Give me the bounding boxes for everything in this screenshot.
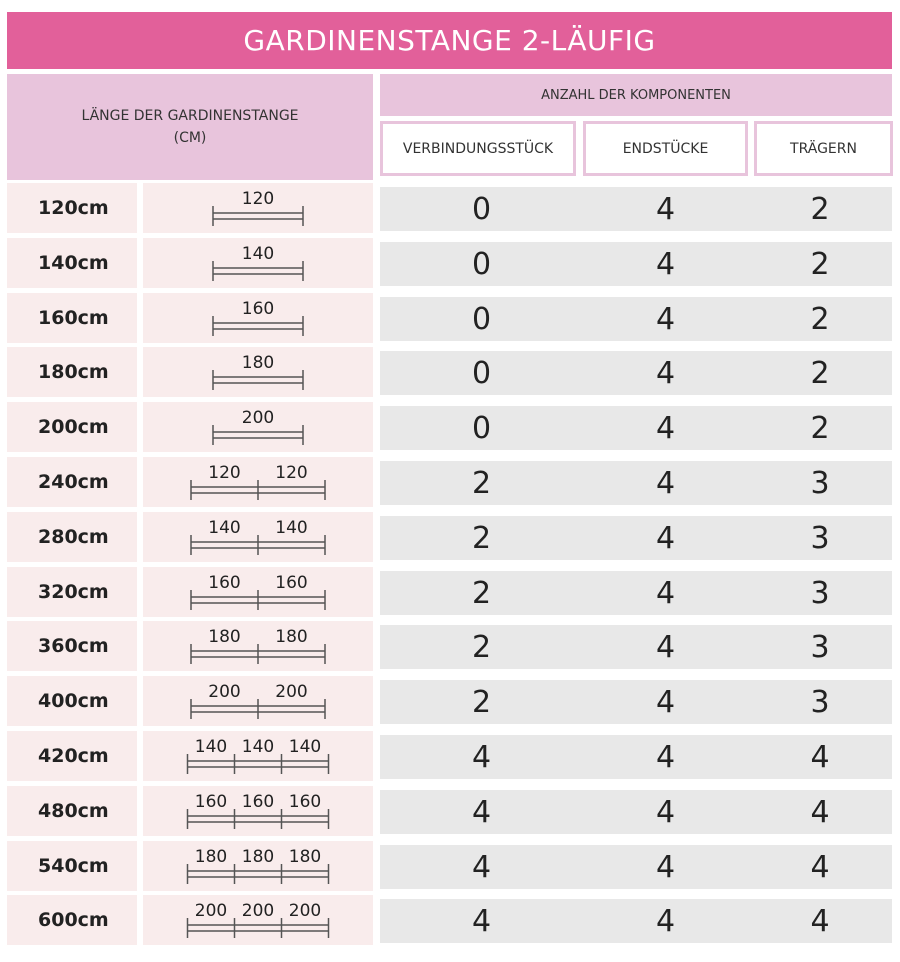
end-pieces-count: 4	[655, 355, 676, 391]
rod-diagram-cell	[143, 238, 373, 288]
table-row	[380, 187, 892, 231]
segment-length-label: 160	[241, 792, 275, 812]
rod-diagram-cell	[143, 786, 373, 836]
connectors-count: 4	[471, 849, 492, 885]
rod-diagram-cell	[143, 621, 373, 671]
segment-length-label: 180	[241, 847, 275, 867]
segment-length-label: 180	[208, 627, 241, 647]
segment-length-label: 200	[241, 408, 275, 428]
rod-diagram-cell	[143, 841, 373, 891]
rod-diagram-cell	[143, 512, 373, 562]
length-column-header	[7, 74, 373, 180]
connectors-count: 2	[471, 520, 492, 556]
rod-diagram	[143, 676, 373, 726]
table-row	[380, 351, 892, 395]
rod-diagram-cell	[143, 895, 373, 945]
brackets-count: 4	[810, 794, 830, 830]
connectors-count: 2	[471, 465, 492, 501]
table-row	[380, 297, 892, 341]
brackets-count: 4	[810, 903, 830, 939]
table-row	[380, 735, 892, 779]
brackets-count: 3	[810, 520, 830, 556]
brackets-count: 4	[810, 849, 830, 885]
length-cell: 160cm	[7, 293, 137, 343]
segment-length-label: 180	[275, 627, 308, 647]
table-row	[380, 461, 892, 505]
rod-diagram-cell	[143, 731, 373, 781]
connectors-count: 2	[471, 629, 492, 665]
column-header-end-pieces: ENDSTÜCKE	[583, 121, 748, 176]
end-pieces-count: 4	[655, 410, 676, 446]
table-row	[380, 790, 892, 834]
brackets-count: 3	[810, 575, 830, 611]
connectors-count: 2	[471, 575, 492, 611]
segment-length-label: 160	[288, 792, 322, 812]
rod-diagram-cell	[143, 402, 373, 452]
table-row	[380, 242, 892, 286]
segment-length-label: 200	[288, 901, 322, 921]
connectors-count: 4	[471, 903, 492, 939]
end-pieces-count: 4	[655, 684, 676, 720]
end-pieces-count: 4	[655, 739, 676, 775]
brackets-count: 2	[810, 191, 830, 227]
brackets-count: 3	[810, 629, 830, 665]
table-row	[380, 625, 892, 669]
rod-diagram	[143, 293, 373, 343]
length-cell: 400cm	[7, 676, 137, 726]
rod-diagram	[143, 183, 373, 233]
end-pieces-count: 4	[655, 465, 676, 501]
rod-diagram	[143, 512, 373, 562]
segment-length-label: 140	[241, 737, 275, 757]
end-pieces-count: 4	[655, 575, 676, 611]
length-cell: 140cm	[7, 238, 137, 288]
segment-length-label: 140	[194, 737, 228, 757]
end-pieces-count: 4	[655, 629, 676, 665]
segment-length-label: 180	[241, 353, 275, 373]
end-pieces-count: 4	[655, 849, 676, 885]
brackets-count: 2	[810, 301, 830, 337]
table-row	[380, 845, 892, 889]
segment-length-label: 160	[275, 573, 308, 593]
length-cell: 200cm	[7, 402, 137, 452]
segment-length-label: 180	[194, 847, 228, 867]
end-pieces-count: 4	[655, 794, 676, 830]
segment-length-label: 160	[241, 299, 275, 319]
end-pieces-count: 4	[655, 520, 676, 556]
table-row	[380, 899, 892, 943]
length-cell: 600cm	[7, 895, 137, 945]
rod-diagram-cell	[143, 676, 373, 726]
connectors-count: 2	[471, 684, 492, 720]
segment-length-label: 140	[275, 518, 308, 538]
brackets-count: 4	[810, 739, 830, 775]
end-pieces-count: 4	[655, 246, 676, 282]
end-pieces-count: 4	[655, 191, 676, 227]
segment-length-label: 180	[288, 847, 322, 867]
connectors-count: 0	[471, 191, 492, 227]
segment-length-label: 200	[275, 682, 308, 702]
brackets-count: 2	[810, 410, 830, 446]
segment-length-label: 160	[194, 792, 228, 812]
length-cell: 320cm	[7, 567, 137, 617]
connectors-count: 0	[471, 410, 492, 446]
column-header-connectors: VERBINDUNGSSTÜCK	[380, 121, 576, 176]
brackets-count: 2	[810, 246, 830, 282]
length-cell: 180cm	[7, 347, 137, 397]
length-cell: 540cm	[7, 841, 137, 891]
segment-length-label: 120	[275, 463, 308, 483]
rod-diagram	[143, 402, 373, 452]
table-row	[380, 571, 892, 615]
rod-diagram	[143, 895, 373, 945]
rod-diagram	[143, 786, 373, 836]
end-pieces-count: 4	[655, 903, 676, 939]
table-row	[380, 680, 892, 724]
length-header-unit: (CM)	[173, 130, 207, 146]
connectors-count: 0	[471, 246, 492, 282]
rod-diagram	[143, 621, 373, 671]
rod-diagram-cell	[143, 347, 373, 397]
connectors-count: 4	[471, 794, 492, 830]
length-header-label: LÄNGE DER GARDINENSTANGE	[81, 108, 299, 124]
end-pieces-count: 4	[655, 301, 676, 337]
segment-length-label: 140	[241, 244, 275, 264]
brackets-count: 3	[810, 465, 830, 501]
segment-length-label: 120	[241, 189, 275, 209]
brackets-count: 3	[810, 684, 830, 720]
segment-length-label: 140	[288, 737, 322, 757]
length-cell: 480cm	[7, 786, 137, 836]
segment-length-label: 200	[241, 901, 275, 921]
length-cell: 240cm	[7, 457, 137, 507]
page-title: GARDINENSTANGE 2-LÄUFIG	[7, 12, 892, 69]
brackets-count: 2	[810, 355, 830, 391]
rod-diagram-cell	[143, 457, 373, 507]
rod-diagram-cell	[143, 293, 373, 343]
table-row	[380, 406, 892, 450]
segment-length-label: 200	[208, 682, 241, 702]
length-cell: 420cm	[7, 731, 137, 781]
connectors-count: 0	[471, 355, 492, 391]
rod-diagram-cell	[143, 183, 373, 233]
rod-diagram	[143, 567, 373, 617]
rod-diagram	[143, 841, 373, 891]
rod-diagram	[143, 238, 373, 288]
rod-diagram	[143, 457, 373, 507]
connectors-count: 4	[471, 739, 492, 775]
rod-diagram	[143, 347, 373, 397]
table-row	[380, 516, 892, 560]
rod-diagram	[143, 731, 373, 781]
rod-diagram-cell	[143, 567, 373, 617]
segment-length-label: 120	[208, 463, 241, 483]
length-cell: 120cm	[7, 183, 137, 233]
length-cell: 280cm	[7, 512, 137, 562]
length-cell: 360cm	[7, 621, 137, 671]
segment-length-label: 160	[208, 573, 241, 593]
segment-length-label: 140	[208, 518, 241, 538]
connectors-count: 0	[471, 301, 492, 337]
column-header-brackets: TRÄGERN	[754, 121, 893, 176]
components-group-header: ANZAHL DER KOMPONENTEN	[380, 74, 892, 116]
segment-length-label: 200	[194, 901, 228, 921]
